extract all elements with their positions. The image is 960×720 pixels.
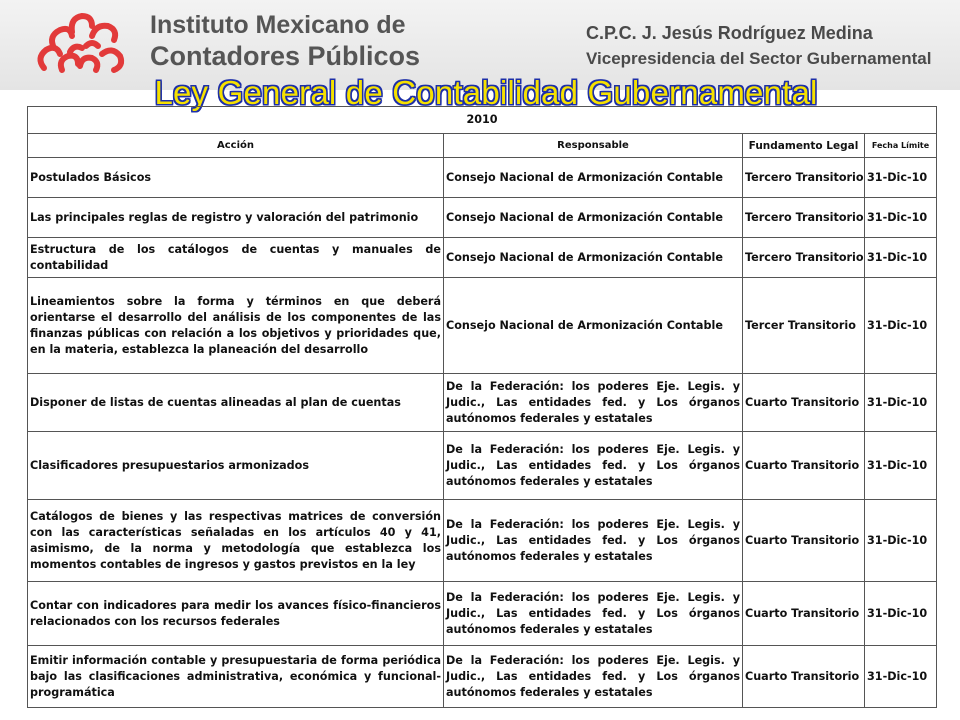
cell-fecha: 31-Dic-10 — [865, 432, 937, 500]
org-name — [150, 10, 420, 72]
cell-responsable: Consejo Nacional de Armonización Contable — [444, 278, 743, 374]
slide-title: Ley General de Contabilidad Gubernamental — [154, 74, 818, 111]
cell-accion: Postulados Básicos — [28, 158, 444, 198]
cell-accion: Clasificadores presupuestarios armonizados — [28, 432, 444, 500]
table-row — [28, 158, 937, 198]
cell-fecha: 31-Dic-10 — [865, 646, 937, 708]
cell-accion: Contar con indicadores para medir los avances físico-financieros relacionados con los recursos federales — [28, 582, 444, 646]
cell-responsable: De la Federación: los poderes Eje. Legis. y Judic., Las entidades fed. y Los órganos autónomos federales y estatales — [444, 374, 743, 432]
year-row — [28, 107, 937, 134]
column-header-fecha: Fecha Límite — [865, 134, 937, 158]
table-row — [28, 278, 937, 374]
org-name-line2: Contadores Públicos — [150, 41, 421, 71]
cell-responsable: Consejo Nacional de Armonización Contable — [444, 158, 743, 198]
presenter-name: C.P.C. J. Jesús Rodríguez Medina — [586, 23, 873, 43]
cell-fecha: 31-Dic-10 — [865, 238, 937, 278]
column-header-accion: Acción — [28, 134, 444, 158]
table-row — [28, 500, 937, 582]
cell-accion: Lineamientos sobre la forma y términos en que deberá orientarse el desarrollo del análisis de los componentes de las finanzas públicas con relación a los objetivos y prioridades que, en la materia, establezca la planeación del desarrollo — [28, 278, 444, 374]
cell-fecha: 31-Dic-10 — [865, 158, 937, 198]
deadlines-table — [27, 106, 937, 708]
org-name-line1: Instituto Mexicano de — [150, 11, 406, 39]
table-year: 2010 — [28, 107, 937, 134]
table-row — [28, 374, 937, 432]
header-row — [28, 134, 937, 158]
table-row — [28, 432, 937, 500]
cell-fundamento: Tercer Transitorio — [743, 278, 865, 374]
cell-fundamento: Cuarto Transitorio — [743, 500, 865, 582]
table-row — [28, 198, 937, 238]
cell-fecha: 31-Dic-10 — [865, 198, 937, 238]
cell-fundamento: Cuarto Transitorio — [743, 432, 865, 500]
cell-accion: Estructura de los catálogos de cuentas y manuales de contabilidad — [28, 238, 444, 278]
cell-fundamento: Tercero Transitorio — [743, 198, 865, 238]
cell-fecha: 31-Dic-10 — [865, 500, 937, 582]
cell-fecha: 31-Dic-10 — [865, 582, 937, 646]
cell-fecha: 31-Dic-10 — [865, 278, 937, 374]
cell-fundamento: Tercero Transitorio — [743, 158, 865, 198]
presenter-title: Vicepresidencia del Sector Gubernamental — [586, 49, 932, 68]
cell-accion: Las principales reglas de registro y valoración del patrimonio — [28, 198, 444, 238]
cell-responsable: De la Federación: los poderes Eje. Legis. y Judic., Las entidades fed. y Los órganos autónomos federales y estatales — [444, 646, 743, 708]
cell-responsable: De la Federación: los poderes Eje. Legis. y Judic., Las entidades fed. y Los órganos autónomos federales y estatales — [444, 500, 743, 582]
cell-responsable: Consejo Nacional de Armonización Contable — [444, 238, 743, 278]
cell-responsable: Consejo Nacional de Armonización Contable — [444, 198, 743, 238]
cell-fundamento: Cuarto Transitorio — [743, 582, 865, 646]
presenter-info — [586, 20, 932, 72]
cell-fecha: 31-Dic-10 — [865, 374, 937, 432]
table-row — [28, 646, 937, 708]
cell-fundamento: Cuarto Transitorio — [743, 374, 865, 432]
cell-accion: Catálogos de bienes y las respectivas matrices de conversión con las características señaladas en los artículos 40 y 41, asimismo, de la norma y metodología que establezca los momentos contables de ingresos y gastos previstos en la ley — [28, 500, 444, 582]
table-row — [28, 238, 937, 278]
table-row — [28, 582, 937, 646]
cell-responsable: De la Federación: los poderes Eje. Legis. y Judic., Las entidades fed. y Los órganos autónomos federales y estatales — [444, 582, 743, 646]
cell-fundamento: Cuarto Transitorio — [743, 646, 865, 708]
cell-responsable: De la Federación: los poderes Eje. Legis. y Judic., Las entidades fed. y Los órganos autónomos federales y estatales — [444, 432, 743, 500]
cell-accion: Emitir información contable y presupuestaria de forma periódica bajo las clasificaciones administrativa, económica y funcional-programática — [28, 646, 444, 708]
cell-fundamento: Tercero Transitorio — [743, 238, 865, 278]
column-header-responsable: Responsable — [444, 134, 743, 158]
column-header-fundamento: Fundamento Legal — [743, 134, 865, 158]
cell-accion: Disponer de listas de cuentas alineadas al plan de cuentas — [28, 374, 444, 432]
